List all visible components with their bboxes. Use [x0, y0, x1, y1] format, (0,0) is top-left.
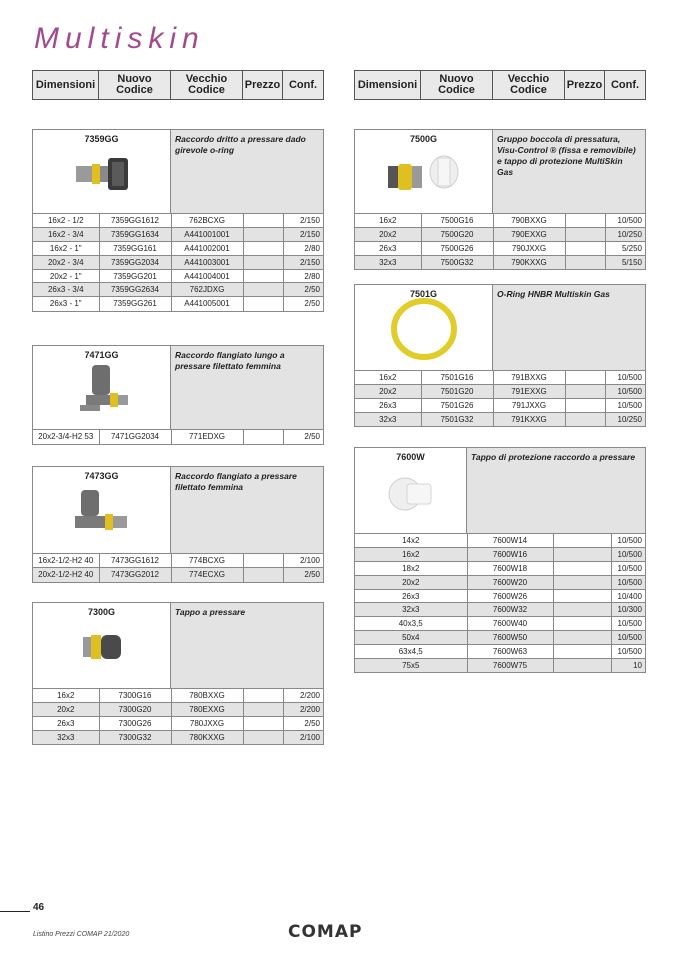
table-cell: A441004001 [171, 269, 243, 283]
product-description: Raccordo flangiato a pressare filettato femmina [171, 467, 323, 553]
table-row [355, 242, 645, 256]
flanged-long-fitting-image [72, 361, 132, 417]
product-table [355, 371, 645, 426]
page-number-rule [0, 911, 30, 912]
table-cell: 2/200 [283, 689, 323, 703]
table-cell: 26x3 - 1" [33, 297, 99, 311]
table-cell: 20x2-3/4-H2 53 [33, 430, 99, 444]
table-row [355, 412, 645, 426]
header-nuovo-codice: Nuovo Codice [421, 71, 493, 99]
table-cell: 10 [611, 658, 645, 672]
table-cell [243, 430, 283, 444]
table-cell [553, 631, 611, 645]
left-table-header [32, 70, 324, 100]
table-cell: 2/100 [283, 730, 323, 744]
table-cell: 2/100 [283, 554, 323, 568]
table-cell: 10/500 [611, 644, 645, 658]
table-cell: 2/50 [304, 299, 320, 309]
product-block-7473gg [32, 466, 324, 583]
table-cell [243, 242, 283, 256]
table-cell: 26x3 [355, 589, 467, 603]
table-cell: 7359GG261 [99, 297, 171, 311]
header-dimensioni: Dimensioni [355, 71, 421, 99]
page-number: 46 [33, 902, 45, 913]
table-cell: 790BXXG [493, 214, 565, 228]
protection-cap-image [383, 470, 439, 514]
table-cell: 7600W14 [467, 534, 553, 548]
table-cell: 7501G20 [421, 385, 493, 399]
table-cell: 10/300 [611, 603, 645, 617]
table-row [33, 283, 323, 297]
table-row [33, 554, 323, 568]
product-block-7300g [32, 602, 324, 745]
product-code: 7500G [409, 134, 438, 144]
table-cell [553, 548, 611, 562]
table-cell [243, 228, 283, 242]
table-cell: 771EDXG [171, 430, 243, 444]
table-cell: 10/250 [605, 412, 645, 426]
table-cell: 7473GG1612 [99, 554, 171, 568]
table-row [355, 562, 645, 576]
flanged-fitting-image [67, 484, 137, 540]
table-cell: 7600W18 [467, 562, 553, 576]
table-cell: 7600W50 [467, 631, 553, 645]
table-cell [553, 603, 611, 617]
table-row [355, 644, 645, 658]
table-cell [243, 689, 283, 703]
table-cell [553, 562, 611, 576]
table-cell [243, 717, 283, 731]
header-vecchio-codice: Vecchio Codice [171, 71, 243, 99]
header-dimensioni: Dimensioni [33, 71, 99, 99]
product-block-7359gg [32, 129, 324, 312]
table-cell: 790JXXG [493, 242, 565, 256]
table-cell: 10/500 [611, 534, 645, 548]
table-cell: 16x2 - 3/4 [33, 228, 99, 242]
table-cell: 32x3 [355, 255, 421, 269]
table-cell [565, 399, 605, 413]
table-cell: 16x2 - 1/2 [33, 214, 99, 228]
table-cell [243, 703, 283, 717]
table-cell: 16x2 [355, 548, 467, 562]
table-cell: 7500G16 [421, 214, 493, 228]
table-cell: 2/80 [283, 242, 323, 256]
product-description: Raccordo flangiato lungo a pressare filettato femmina [171, 346, 323, 429]
table-cell: 7501G16 [421, 371, 493, 385]
table-cell: 780BXXG [171, 689, 243, 703]
table-cell [553, 589, 611, 603]
table-cell: 7600W26 [467, 589, 553, 603]
product-block-7600w [354, 447, 646, 673]
table-cell: 32x3 [355, 603, 467, 617]
table-cell: 16x2 [355, 214, 421, 228]
product-code: 7359GG [84, 134, 119, 144]
product-table [355, 534, 645, 672]
catalog-reference: Listino Prezzi COMAP 21/2020 [33, 931, 130, 938]
table-cell [565, 385, 605, 399]
table-cell: 2/50 [283, 717, 323, 731]
table-cell: 20x2 - 1" [33, 269, 99, 283]
table-cell [553, 658, 611, 672]
table-cell: 791EXXG [493, 385, 565, 399]
table-cell: 75x5 [355, 658, 467, 672]
table-cell: 762JDXG [171, 283, 243, 297]
table-row [33, 297, 323, 311]
table-cell: 20x2 [33, 703, 99, 717]
table-cell [565, 214, 605, 228]
header-prezzo: Prezzo [243, 71, 283, 99]
table-cell: 7600W32 [467, 603, 553, 617]
table-cell: 762BCXG [171, 214, 243, 228]
table-cell: A441003001 [171, 255, 243, 269]
table-cell: 2/50 [283, 283, 323, 297]
table-row [33, 269, 323, 283]
table-cell: 7300G32 [99, 730, 171, 744]
product-table [33, 689, 323, 744]
product-table [33, 214, 323, 311]
table-cell [243, 283, 283, 297]
table-cell: 14x2 [355, 534, 467, 548]
table-row [355, 399, 645, 413]
table-cell [243, 255, 283, 269]
header-nuovo-codice: Nuovo Codice [99, 71, 171, 99]
table-cell: 16x2-1/2-H2 40 [33, 554, 99, 568]
product-code: 7501G [409, 289, 438, 299]
table-cell: 2/50 [283, 568, 323, 582]
table-cell: 5/250 [605, 242, 645, 256]
table-cell [565, 228, 605, 242]
table-row [33, 255, 323, 269]
table-cell: 10/500 [611, 548, 645, 562]
product-code: 7300G [87, 607, 116, 617]
table-cell: 7600W16 [467, 548, 553, 562]
product-code: 7600W [396, 452, 425, 462]
table-cell: 20x2 [355, 385, 421, 399]
table-cell: 7359GG1612 [99, 214, 171, 228]
table-cell: 20x2 [355, 228, 421, 242]
page-title: Multiskin [34, 22, 205, 55]
product-code: 7471GG [84, 350, 119, 360]
product-table [33, 430, 323, 444]
table-cell [243, 554, 283, 568]
table-cell: 40x3,5 [355, 617, 467, 631]
table-row [355, 214, 645, 228]
table-cell: 26x3 [33, 717, 99, 731]
table-cell: 2/150 [283, 228, 323, 242]
table-cell: A441001001 [171, 228, 243, 242]
table-cell: 7359GG1634 [99, 228, 171, 242]
table-cell: 780JXXG [171, 717, 243, 731]
table-cell: 10/500 [611, 562, 645, 576]
table-cell: 5/150 [605, 255, 645, 269]
table-cell: 20x2 - 3/4 [33, 255, 99, 269]
header-conf: Conf. [610, 78, 640, 91]
table-cell: 18x2 [355, 562, 467, 576]
header-conf: Conf. [288, 78, 318, 91]
press-cap-image [77, 625, 127, 669]
table-cell: 780KXXG [171, 730, 243, 744]
table-cell [553, 534, 611, 548]
right-table-header [354, 70, 646, 100]
product-description: O-Ring HNBR Multiskin Gas [493, 285, 645, 370]
table-row [33, 430, 323, 444]
product-description: Gruppo boccola di pressatura, Visu-Control ® (fissa e removibile) e tappo di protezione MultiSkin Gas [493, 130, 645, 213]
table-row [33, 730, 323, 744]
header-vecchio-codice: Vecchio Codice [493, 71, 565, 99]
table-row [355, 617, 645, 631]
table-cell: 2/80 [283, 269, 323, 283]
table-cell: 7501G32 [421, 412, 493, 426]
product-table [33, 554, 323, 582]
product-code: 7473GG [84, 471, 119, 481]
table-cell: 7500G32 [421, 255, 493, 269]
table-cell [553, 644, 611, 658]
table-cell [565, 412, 605, 426]
product-description: Tappo a pressare [171, 603, 323, 688]
table-row [355, 255, 645, 269]
table-row [355, 631, 645, 645]
table-cell [243, 297, 283, 311]
table-cell: 7359GG2634 [99, 283, 171, 297]
product-block-7501g [354, 284, 646, 427]
table-cell: 50x4 [355, 631, 467, 645]
table-cell: 10/500 [611, 575, 645, 589]
table-cell: 2/150 [283, 214, 323, 228]
table-row [355, 228, 645, 242]
swivel-fitting-image [72, 148, 132, 198]
table-cell: 7471GG2034 [99, 430, 171, 444]
table-cell [243, 269, 283, 283]
table-cell: 10/500 [605, 385, 645, 399]
table-row [33, 568, 323, 582]
table-cell [243, 568, 283, 582]
table-cell: 2/200 [283, 703, 323, 717]
table-cell: 791JXXG [493, 399, 565, 413]
table-cell: A441002001 [171, 242, 243, 256]
table-cell: 7359GG2034 [99, 255, 171, 269]
table-row [355, 658, 645, 672]
header-prezzo: Prezzo [565, 71, 605, 99]
table-row [33, 689, 323, 703]
table-row [355, 385, 645, 399]
table-cell [243, 730, 283, 744]
table-cell: 7501G26 [421, 399, 493, 413]
table-cell: 20x2-1/2-H2 40 [33, 568, 99, 582]
table-cell: 26x3 [355, 242, 421, 256]
table-cell: 7300G16 [99, 689, 171, 703]
table-row [33, 242, 323, 256]
table-cell: A441005001 [171, 297, 243, 311]
product-description: Raccordo dritto a pressare dado girevole o-ring [171, 130, 323, 213]
table-cell [553, 575, 611, 589]
table-cell: 7600W20 [467, 575, 553, 589]
table-cell: 10/500 [605, 214, 645, 228]
table-cell: 7300G20 [99, 703, 171, 717]
table-row [355, 603, 645, 617]
table-cell [553, 617, 611, 631]
table-cell: 7359GG201 [99, 269, 171, 283]
table-cell: 7359GG161 [99, 242, 171, 256]
table-cell: 7500G20 [421, 228, 493, 242]
product-block-7471gg [32, 345, 324, 445]
o-ring-image [389, 297, 459, 361]
table-cell: 7500G26 [421, 242, 493, 256]
table-row [33, 228, 323, 242]
table-cell: 16x2 - 1" [33, 242, 99, 256]
table-cell: 7600W75 [467, 658, 553, 672]
table-cell: 26x3 - 3/4 [33, 283, 99, 297]
table-cell: 7300G26 [99, 717, 171, 731]
table-cell [243, 214, 283, 228]
table-cell: 16x2 [355, 371, 421, 385]
table-cell: 26x3 [355, 399, 421, 413]
table-cell: 791BXXG [493, 371, 565, 385]
table-cell: 2/150 [283, 255, 323, 269]
table-cell: 63x4,5 [355, 644, 467, 658]
table-cell: 16x2 [33, 689, 99, 703]
table-row [355, 589, 645, 603]
table-row [355, 534, 645, 548]
table-row [355, 575, 645, 589]
table-row [355, 548, 645, 562]
table-cell: 32x3 [33, 730, 99, 744]
product-block-7500g [354, 129, 646, 270]
table-cell: 2/50 [304, 432, 320, 442]
table-cell: 10/500 [605, 371, 645, 385]
table-cell [565, 255, 605, 269]
table-cell: 10/500 [611, 617, 645, 631]
table-cell: 10/500 [611, 631, 645, 645]
table-cell: 7600W63 [467, 644, 553, 658]
table-row [33, 214, 323, 228]
table-cell: 32x3 [355, 412, 421, 426]
table-cell: 7600W40 [467, 617, 553, 631]
table-cell [565, 242, 605, 256]
table-cell: 774BCXG [171, 554, 243, 568]
table-cell: 10/500 [605, 399, 645, 413]
table-cell: 790KXXG [493, 255, 565, 269]
table-cell: 10/250 [605, 228, 645, 242]
table-cell: 20x2 [355, 575, 467, 589]
table-cell: 10/400 [611, 589, 645, 603]
product-description: Tappo di protezione raccordo a pressare [467, 448, 645, 533]
table-cell: 780EXXG [171, 703, 243, 717]
product-table [355, 214, 645, 269]
press-sleeve-group-image [384, 148, 464, 198]
brand-logo: COMAP [288, 922, 363, 942]
table-row [33, 717, 323, 731]
table-row [355, 371, 645, 385]
table-cell [565, 371, 605, 385]
table-cell: 774ECXG [171, 568, 243, 582]
table-cell: 7473GG2012 [99, 568, 171, 582]
table-cell: 791KXXG [493, 412, 565, 426]
table-row [33, 703, 323, 717]
table-cell: 790EXXG [493, 228, 565, 242]
